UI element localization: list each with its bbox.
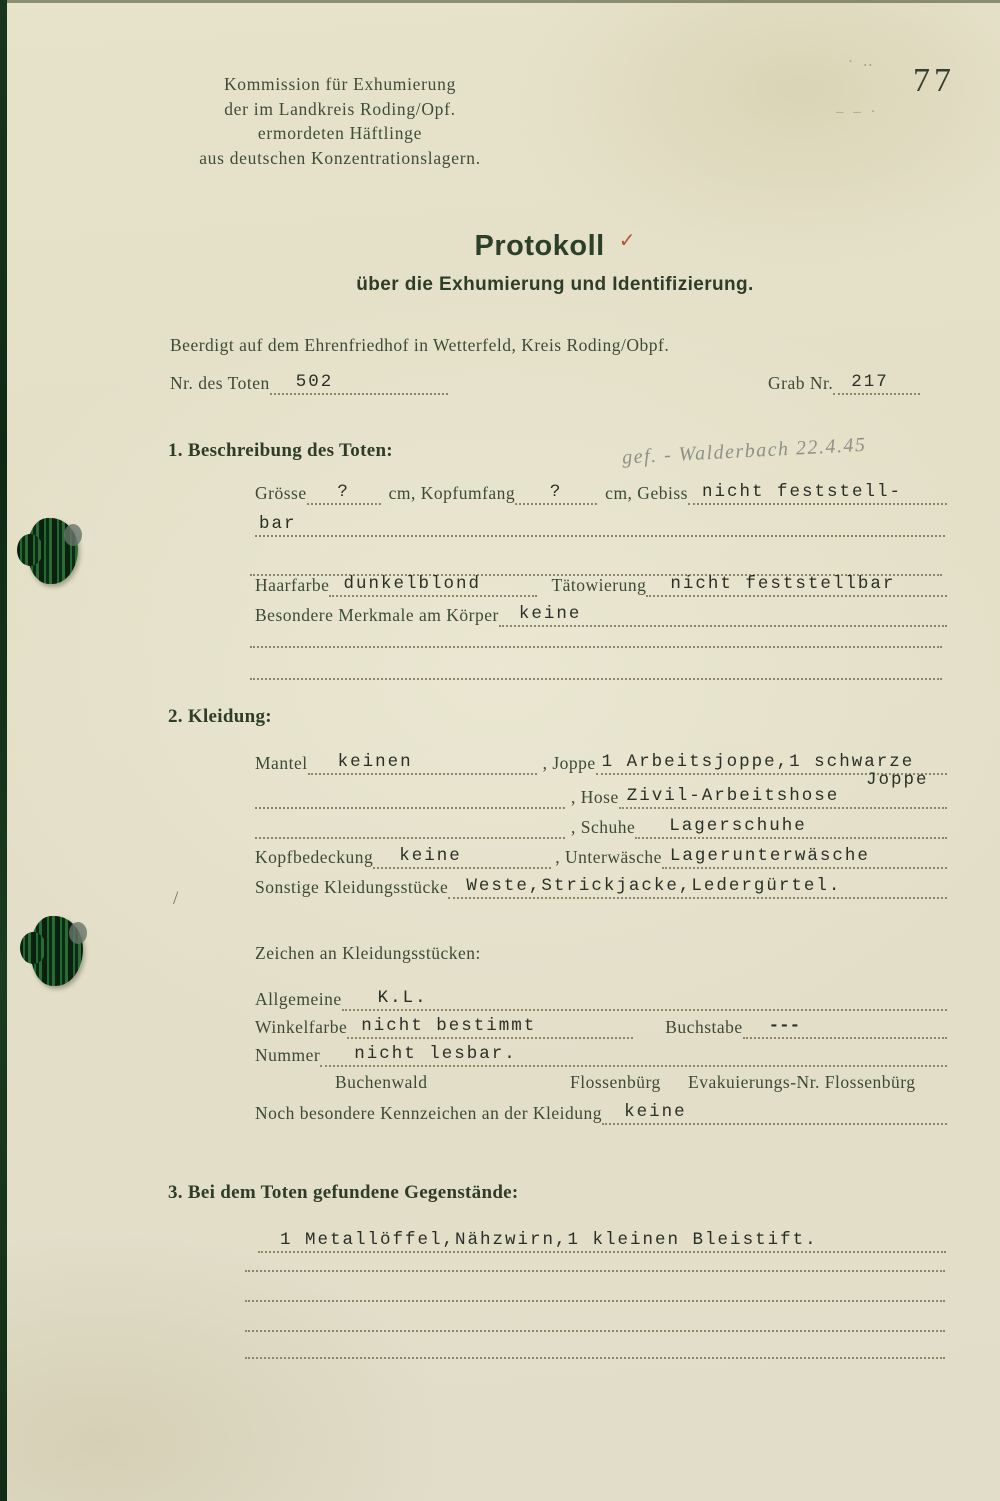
empty-dotted-line: [250, 646, 942, 648]
teeth-label: cm, Gebiss: [605, 483, 688, 503]
hair-color-label: Haarfarbe: [255, 575, 330, 595]
underwear-label: , Unterwäsche: [555, 847, 662, 867]
teeth-value-continuation: bar: [255, 514, 945, 537]
trousers-label: , Hose: [571, 787, 619, 807]
deceased-number-value: 502: [270, 372, 448, 395]
coat-label: Mantel: [255, 753, 308, 773]
trousers-row: [255, 782, 947, 809]
body-marks-label: Besondere Merkmale am Körper: [255, 605, 499, 625]
page-number: 77: [913, 62, 955, 99]
triangle-color-value: nicht bestimmt: [347, 1016, 633, 1039]
headgear-underwear-row: [255, 842, 947, 869]
letterhead-line: ermordeten Häftlinge: [257, 123, 423, 143]
camp-buchenwald: Buchenwald: [335, 1072, 428, 1092]
empty-dotted-line: [245, 1357, 945, 1359]
letterhead: [175, 72, 505, 170]
punch-hole-bottom: [31, 916, 83, 986]
empty-dotted-segment: [255, 836, 565, 839]
teeth-value-continuation-row: [255, 510, 945, 537]
letter-label: Buchstabe: [665, 1017, 743, 1037]
empty-dotted-segment: [255, 806, 565, 809]
found-objects-value: 1 Metallöffel,Nähzwirn,1 kleinen Bleistift.: [258, 1230, 946, 1253]
pencil-mark-dots: · ‥: [848, 54, 876, 70]
clothing-marks-heading: [255, 938, 481, 965]
burial-location-line: [170, 330, 669, 357]
general-marks-row: [255, 984, 947, 1011]
grave-number-value: 217: [833, 372, 920, 395]
shoes-value: Lagerschuhe: [635, 816, 947, 839]
binding-edge: [0, 0, 7, 1501]
body-marks-value: keine: [499, 604, 947, 627]
section-2-heading: 2. Kleidung:: [168, 706, 272, 727]
head-circumference-value: ?: [515, 482, 597, 505]
shoes-label: , Schuhe: [571, 817, 636, 837]
number-value: nicht lesbar.: [320, 1044, 947, 1067]
red-checkmark-icon: ✓: [618, 230, 636, 252]
jacket-value: 1 Arbeitsjoppe,1 schwarze: [596, 752, 947, 775]
other-clothing-label: Sonstige Kleidungsstücke: [255, 877, 449, 897]
grave-number-label: Grab Nr.: [768, 373, 834, 393]
pencil-mark-slash: /: [173, 888, 182, 909]
underwear-value: Lagerunterwäsche: [662, 846, 947, 869]
height-value: ?: [307, 482, 381, 505]
hair-color-value: dunkelblond: [329, 574, 537, 597]
tattoo-label: Tätowierung: [551, 575, 647, 595]
burial-location-text: Beerdigt auf dem Ehrenfriedhof in Wetterfeld, Kreis Roding/Obpf.: [170, 335, 670, 355]
letterhead-line: Kommission für Exhumierung: [223, 74, 457, 94]
shoes-row: [255, 812, 947, 839]
handwritten-note: gef. - Walderbach 22.4.45: [621, 433, 867, 469]
coat-jacket-row: [255, 748, 947, 775]
height-label: Grösse: [255, 483, 307, 503]
headgear-label: Kopfbedeckung: [255, 847, 374, 867]
hair-tattoo-row: [255, 570, 947, 597]
jacket-label: , Joppe: [542, 753, 596, 773]
number-label: Nummer: [255, 1045, 321, 1065]
teeth-value: nicht feststell-: [688, 482, 947, 505]
grave-number-field: [768, 368, 920, 395]
letter-value: ---: [743, 1016, 947, 1039]
clothing-marks-heading-text: Zeichen an Kleidungsstücken:: [255, 943, 481, 963]
additional-clothing-marks-value: keine: [602, 1102, 947, 1125]
empty-dotted-line: [245, 1300, 945, 1302]
headgear-value: keine: [373, 846, 551, 869]
empty-dotted-line: [245, 1330, 945, 1332]
other-clothing-row: [255, 872, 947, 899]
coat-value: keinen: [308, 752, 537, 775]
evacuation-number-flossenbuerg: Evakuierungs-Nr. Flossenbürg: [688, 1072, 916, 1092]
title-block: [155, 228, 955, 263]
letterhead-line: der im Landkreis Roding/Opf.: [224, 98, 456, 119]
tattoo-value: nicht feststellbar: [646, 574, 947, 597]
empty-dotted-line: [250, 678, 942, 680]
number-row: [255, 1040, 947, 1067]
found-objects-row: [258, 1226, 946, 1253]
other-clothing-value: Weste,Strickjacke,Ledergürtel.: [448, 876, 947, 899]
general-marks-value: K.L.: [342, 988, 947, 1011]
camp-flossenbuerg: Flossenbürg: [570, 1072, 661, 1092]
triangle-color-row: [255, 1012, 947, 1039]
additional-clothing-marks-row: [255, 1098, 947, 1125]
section-3-heading: 3. Bei dem Toten gefundene Gegenstände:: [168, 1182, 519, 1203]
page-title: Protokoll: [474, 230, 605, 262]
deceased-number-label: Nr. des Toten: [170, 373, 270, 393]
section-1-heading: 1. Beschreibung des Toten:: [168, 440, 393, 461]
empty-dotted-line: [245, 1270, 945, 1272]
head-circumference-label: cm, Kopfumfang: [388, 483, 516, 503]
pencil-mark-dashes: – – ·: [836, 104, 879, 120]
trousers-value: Zivil-Arbeitshose: [619, 786, 947, 809]
page-top-edge: [0, 0, 1000, 3]
triangle-color-label: Winkelfarbe: [255, 1017, 348, 1037]
body-marks-row: [255, 600, 947, 627]
general-marks-label: Allgemeine: [255, 989, 342, 1009]
deceased-number-field: [170, 368, 448, 395]
punch-hole-top: [28, 518, 78, 584]
page-subtitle: über die Exhumierung und Identifizierung.: [356, 274, 754, 295]
letterhead-line: aus deutschen Konzentrationslagern.: [199, 147, 481, 168]
jacket-value-continuation: Joppe: [866, 770, 929, 790]
measurements-row: [255, 478, 947, 505]
additional-clothing-marks-label: Noch besondere Kennzeichen an der Kleidung: [255, 1103, 603, 1123]
